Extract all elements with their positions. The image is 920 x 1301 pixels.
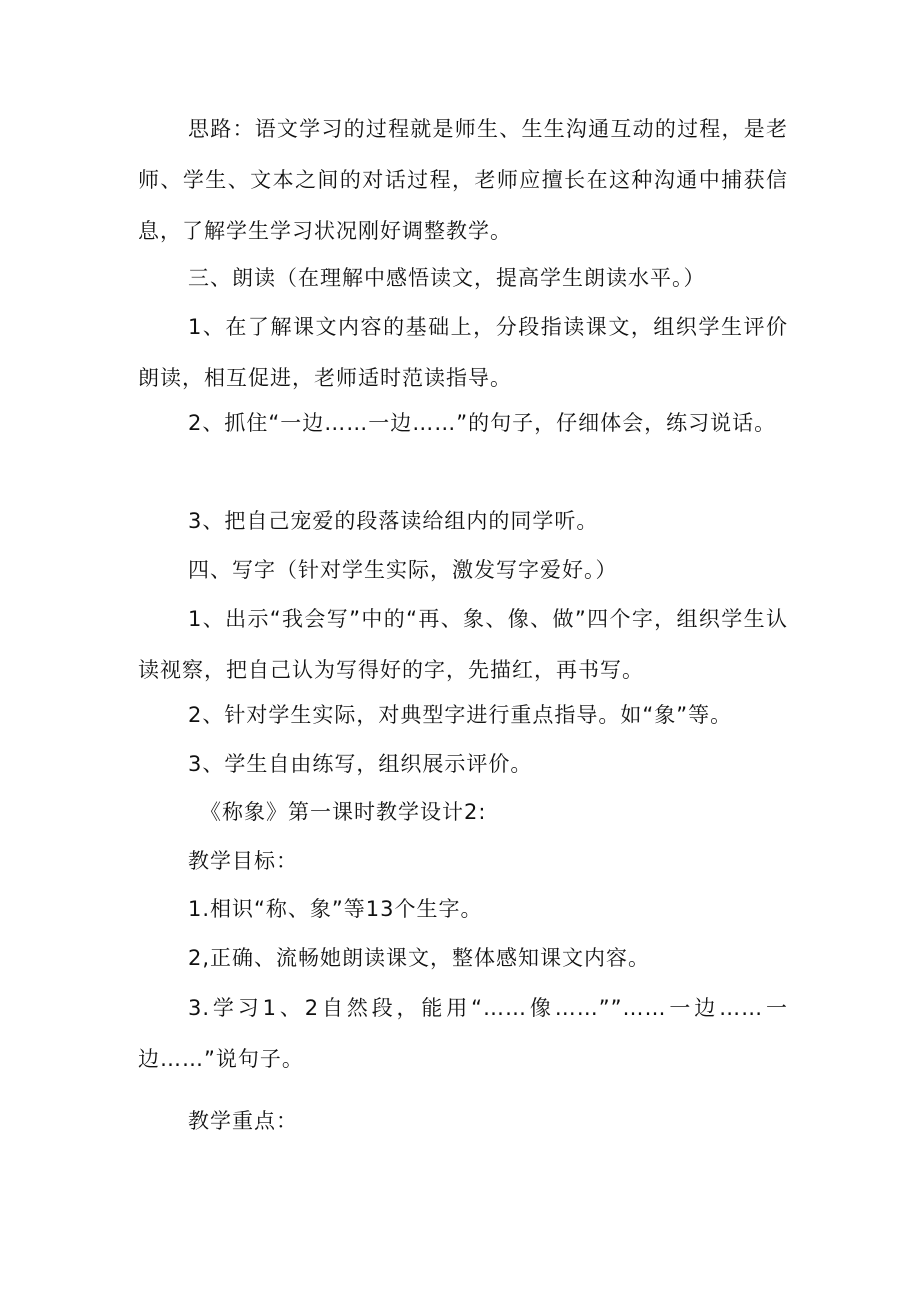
goal-item-2: 2,正确、流畅她朗读课文，整体感知课文内容。 <box>188 946 651 970</box>
paragraph-thinking: 思路：语文学习的过程就是师生、生生沟通互动的过程，是老师、学生、文本之间的对话过程，老师应擅长在这种沟通中捕获信息，了解学生学习状况刚好调整教学。 <box>138 117 788 243</box>
reading-item-1: 1、在了解课文内容的基础上，分段指读课文，组织学生评价朗读，相互促进，老师适时范读指导。 <box>138 315 788 390</box>
reading-item-3: 3、把自己宠爱的段落读给组内的同学听。 <box>188 509 599 533</box>
section-heading-writing: 四、写字（针对学生实际，激发写字爱好。） <box>188 558 618 582</box>
goal-item-3: 3.学习1、2自然段，能用“……像……””……一边……一边……”说句子。 <box>138 996 788 1071</box>
writing-item-2: 2、针对学生实际，对典型字进行重点指导。如“象”等。 <box>188 703 733 727</box>
goal-item-1: 1.相识“称、象”等13个生字。 <box>188 897 483 921</box>
heading-teaching-goals: 教学目标： <box>188 849 298 873</box>
heading-teaching-focus: 教学重点： <box>188 1109 298 1133</box>
design-title: 《称象》第一课时教学设计2: <box>200 800 487 824</box>
section-heading-reading: 三、朗读（在理解中感悟读文，提高学生朗读水平。） <box>188 266 706 290</box>
writing-item-3: 3、学生自由练写，组织展示评价。 <box>188 752 533 776</box>
writing-item-1: 1、出示“我会写”中的“再、象、像、做”四个字，组织学生认读视察，把自己认为写得好的字，先描红，再书写。 <box>138 607 788 682</box>
reading-item-2: 2、抓住“一边……一边……”的句子，仔细体会，练习说话。 <box>188 411 777 435</box>
